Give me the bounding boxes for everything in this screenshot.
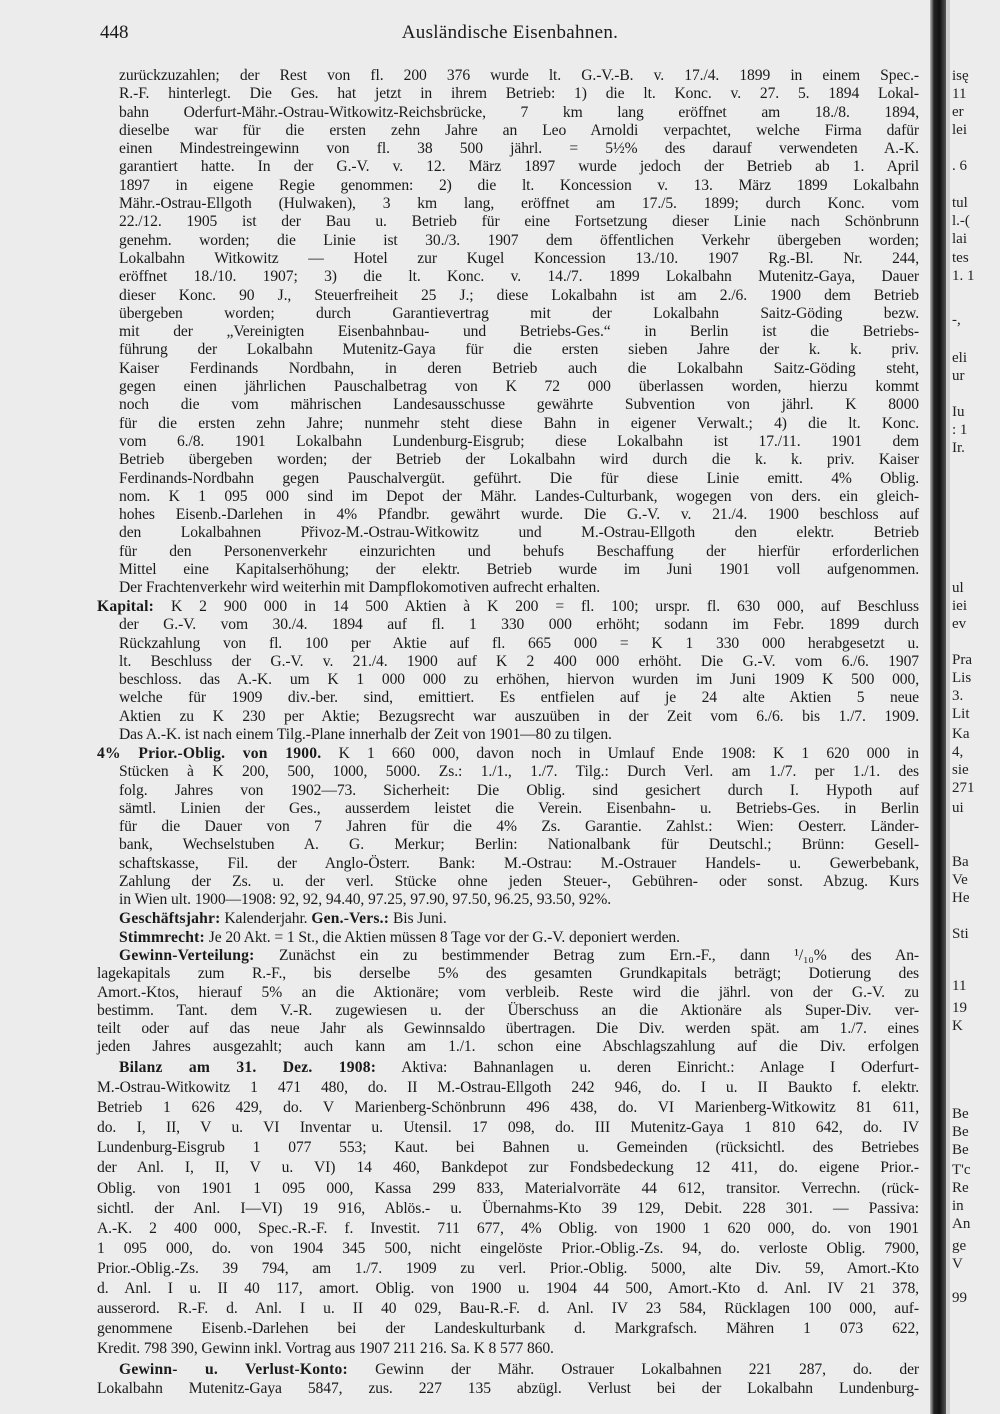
facing-page-fragment: 3.: [952, 688, 964, 704]
text-line: [97, 378, 919, 396]
text-line: [97, 122, 919, 140]
facing-page-fragment: er: [952, 104, 964, 120]
text-line: [97, 488, 919, 506]
line-text: vom 6./8. 1901 Lokalbahn Lundenburg-Eisgrub; diese Lokalbahn ist 17./11. 1901 dem: [119, 432, 919, 450]
text-line: [97, 323, 919, 341]
facing-page-fragment: Ve: [952, 872, 968, 888]
line-text: genommene Eisenb.-Darlehen bei der Landeskulturbank d. Markgrafsch. Mähren 1 073 622,: [97, 1320, 919, 1338]
line-text: übergeben worden; durch Garantievertrag mit der Lokalbahn Saitz-Göding bezw.: [119, 304, 919, 322]
line-text: folg. Jahres von 1902—73. Sicherheit: Die Oblig. sind gesichert durch I. Hypoth auf: [119, 781, 919, 799]
facing-page-fragment: ul: [952, 580, 964, 596]
text-line: [97, 984, 919, 1002]
facing-page-fragment: Lis: [952, 670, 972, 686]
text-line: [97, 1299, 919, 1319]
line-text: dieselbe war für die ersten zehn Jahre an Leo Arnoldi verpachtet, welche Firma dafür: [119, 121, 919, 139]
line-text: K 1 660 000, davon noch in Umlauf Ende 1908: K 1 620 000 in: [338, 745, 919, 762]
text-line: [97, 451, 919, 469]
facing-page-fragment: . 6: [952, 158, 967, 174]
section-stimmrecht: [97, 929, 919, 947]
line-text: der G.-V. vom 30./4. 1894 auf fl. 1 330 000 erhöht; sodann im Febr. 1899 durch: [119, 616, 919, 634]
text-line: [97, 910, 919, 928]
text-line: [97, 800, 919, 818]
text-line: [97, 1219, 919, 1239]
line-text: beschloss. das A.-K. um K 1 000 000 zu erhöhen, hiervon wurden im Juni 1909 K 500 000,: [119, 671, 919, 689]
facing-page-fragment: Iu: [952, 404, 965, 420]
text-line: [97, 1239, 919, 1259]
line-text: K 2 900 000 in 14 500 Aktien à K 200 = fl. 100; urspr. fl. 630 000, auf Beschluss: [171, 598, 919, 615]
section-heading: Gewinn-Verteilung:: [119, 947, 255, 964]
section-heading: Gen.-Vers.:: [311, 910, 390, 927]
line-text: führung der Lokalbahn Mutenitz-Gaya für die ersten sieben Jahre der k. k. priv.: [119, 341, 919, 359]
text-line: [97, 232, 919, 250]
line-text: Gewinn der Mähr. Ostrauer Lokalbahnen 221 287, do. der: [375, 1361, 919, 1378]
facing-page-fragment: K: [952, 1018, 963, 1034]
text-line: [97, 250, 919, 268]
line-text: teilt oder auf das neue Jahr als Gewinnsaldo übertragen. Die Div. werden spät. am 1./7. eines: [97, 1020, 919, 1038]
line-text: noch die vom mährischen Landesausschusse gewährte Subvention von jährl. K 8000: [119, 396, 919, 414]
line-text: eröffnet 18./10. 1907; 3) die lt. Konc. v. 14./7. 1899 Lokalbahn Mutenitz-Gaya, Dauer: [119, 268, 919, 286]
line-text: welche für 1909 div.-ber. sind, emittiert. Es entfielen auf je 24 alte Aktien 5 neue: [119, 689, 919, 707]
section-bilanz: [97, 1058, 919, 1359]
section-heading: Gewinn- u. Verlust-Konto:: [119, 1361, 348, 1378]
line-text: Mähr.-Ostrau-Ellgoth (Hulwaken), 3 km lang, eröffnet am 17./5. 1899; durch Konc. vom: [119, 195, 919, 213]
line-text: 1897 in eigene Regie genommen: 2) die lt. Koncession v. 13. März 1899 Lokalbahn: [119, 176, 919, 194]
text-line: [97, 1002, 919, 1020]
section-text: Bis Juni.: [392, 910, 447, 927]
text-line: [97, 1118, 919, 1138]
text-line: [97, 1379, 919, 1398]
page-number: 448: [100, 22, 129, 43]
line-text: dieser Konc. 90 J., Steuerfreiheit 25 J.; diese Lokalbahn ist am 2./6. 1900 dem Betrieb: [119, 286, 919, 304]
facing-page-fragment: -,: [952, 312, 961, 328]
facing-page-fragment: 271: [952, 780, 975, 796]
section-geschaeftsjahr: [97, 910, 919, 928]
line-text: einen Mindestreingewinn von fl. 38 500 jährl. = 5½% des darauf verwendeten A.-K.: [119, 140, 919, 158]
text-line: [97, 433, 919, 451]
text-line: [97, 929, 919, 947]
facing-page-fragment: : 1: [952, 422, 968, 438]
text-line: [97, 415, 919, 433]
facing-page-fragment: Be: [952, 1142, 969, 1158]
text-line: [97, 1098, 919, 1118]
line-text: sämtl. Linien der Ges., ausserdem leistet die Verein. Eisenbahn- u. Betriebs-Ges. in Berlin: [119, 799, 919, 817]
text-line: [97, 616, 919, 634]
facing-page-fragment: Ba: [952, 854, 969, 870]
section-kapital: [97, 598, 919, 744]
facing-page-fragment: tes: [952, 250, 969, 266]
text-line: [97, 1179, 919, 1199]
section-heading: 4% Prior.-Oblig. von 1900.: [97, 745, 322, 762]
line-text: Lundenburg-Eisgrub 1 077 553; Kaut. bei Bahnen u. Gemeinden (rücksichtl. des Betriebes: [97, 1139, 919, 1157]
text-line: [97, 1319, 919, 1339]
text-line: [97, 708, 919, 726]
line-text: A.-K. 2 400 000, Spec.-R.-F. f. Investit. 711 677, 4% Oblig. von 1900 1 620 000, do. von 1901: [97, 1219, 919, 1237]
section-heading: Stimmrecht:: [119, 929, 205, 946]
facing-page-fragment: Lit: [952, 706, 970, 722]
text-line: [97, 1259, 919, 1279]
text-line: [97, 1138, 919, 1158]
line-text: bank, Wechselstuben A. G. Merkur; Berlin: Nationalbank für Deutschl.; Brünn: Gesell-: [119, 836, 919, 854]
facing-page-fragment: Pra: [952, 652, 972, 668]
facing-page-fragment: 19: [952, 1000, 967, 1016]
facing-page-fragment: in: [952, 1198, 964, 1214]
text-line: [97, 1058, 919, 1078]
line-text: lagekapitals zum R.-F., bis derselbe 5% des gesamten Grundkapitals beträgt; Dotierung des: [97, 965, 919, 983]
text-line: [97, 579, 919, 597]
line-text: Betrieb übergeben worden; der Betrieb der Lokalbahn wird durch die k. k. priv. Kaiser: [119, 451, 919, 469]
text-line: [97, 140, 919, 158]
facing-page-fragment: sie: [952, 762, 969, 778]
line-text: Zahlung der Zs. u. der verl. Stücke ohne jeden Steuer-, Gebühren- oder sonst. Abzug. Kurs: [119, 873, 919, 891]
facing-page-fragment: ev: [952, 616, 967, 632]
facing-page-fragment: Re: [952, 1180, 969, 1196]
facing-page-fragment: Be: [952, 1124, 969, 1140]
text-line: [97, 689, 919, 707]
line-text: Kaiser Ferdinands Nordbahn, in deren Betrieb auch die Lokalbahn Saitz-Göding steht,: [119, 359, 919, 377]
text-line: [97, 1078, 919, 1098]
text-line: [97, 1279, 919, 1299]
section-heading: Kapital:: [97, 598, 155, 615]
text-line: [97, 396, 919, 414]
facing-page-edge: [946, 0, 950, 1414]
line-text: hohes Eisenb.-Darlehen in 4% Pfandbr. gewährt wurde. Die G.-V. v. 21./4. 1900 beschloss auf: [119, 506, 919, 524]
line-text: bahn Oderfurt-Mähr.-Ostrau-Witkowitz-Reichsbrücke, 7 km lang eröffnet am 18./8. 1894,: [119, 103, 919, 121]
section-prior: [97, 745, 919, 910]
text-line: [97, 763, 919, 781]
section-text: Kalenderjahr.: [224, 910, 308, 927]
text-line: [97, 745, 919, 763]
line-text: mit der „Vereinigten Eisenbahnbau- und Betriebs-Ges.“ in Berlin ist die Betriebs-: [119, 323, 919, 341]
line-text: für den Personenverkehr einzurichten und behufs Beschaffung der hierfür erforderlichen: [119, 542, 919, 560]
line-text: den Lokalbahnen Přivoz-M.-Ostrau-Witkowitz und M.-Ostrau-Ellgoth den elektr. Betrieb: [119, 524, 919, 542]
text-line: [97, 1038, 919, 1056]
line-text: genehm. worden; die Linie ist 30./3. 1907 dem öffentlichen Verkehr übergeben worden;: [119, 231, 919, 249]
text-line: [97, 598, 919, 616]
text-line: [97, 268, 919, 286]
text-line: [97, 891, 919, 909]
text-line: [97, 341, 919, 359]
line-text: gegen einen jährlichen Pauschalbetrag von K 72 000 überlassen worden, hierzu kommt: [119, 378, 919, 396]
line-text: Lokalbahn Witkowitz — Hotel zur Kugel Koncession 13./10. 1907 Rg.-Bl. Nr. 244,: [119, 249, 919, 267]
facing-page-fragment: ur: [952, 368, 965, 384]
line-text: Zunächst ein zu bestimmender Betrag zum Ern.-F., dann ¹/₁₀% des An-: [278, 947, 919, 964]
facing-page-fragment: Ka: [952, 726, 970, 742]
section-heading: Geschäftsjahr:: [119, 910, 221, 927]
text-line: [97, 543, 919, 561]
text-line: [97, 85, 919, 103]
facing-page-fragment: Sti: [952, 926, 969, 942]
line-text: ausserord. R.-F. d. Anl. I u. II 40 029, Bau-R.-F. d. Anl. IV 23 584, Rücklagen 100 000, auf-: [97, 1300, 919, 1318]
text-line: [97, 287, 919, 305]
line-text: 1 095 000, do. von 1904 345 500, nicht eingelöste Prior.-Oblig.-Zs. 94, do. verloste Oblig. 7900,: [97, 1239, 919, 1257]
facing-page-fragment: isę: [952, 68, 969, 84]
line-text: nom. K 1 095 000 sind im Depot der Mähr. Landes-Culturbank, wogegen von ders. ein gleich-: [119, 487, 919, 505]
text-line: [97, 965, 919, 983]
facing-page-fragment: An: [952, 1216, 971, 1232]
line-text: garantiert hatte. In der G.-V. v. 12. März 1897 wurde jedoch der Betrieb ab 1. April: [119, 158, 919, 176]
line-text: Aktiva: Bahnanlagen u. deren Einricht.: Anlage I Oderfurt-: [401, 1059, 919, 1076]
text-line: [97, 213, 919, 231]
line-text: Rückzahlung von fl. 100 per Aktie auf fl. 665 000 = K 1 330 000 herabgesetzt u.: [119, 634, 919, 652]
line-text: Betrieb 1 626 429, do. V Marienberg-Schönbrunn 496 438, do. VI Marienberg-Witkowitz 81 611,: [97, 1099, 919, 1117]
facing-page-fragment: 99: [952, 1290, 967, 1306]
line-text: Prior.-Oblig.-Zs. 39 794, am 1./7. 1909 zu verl. Prior.-Oblig. 5000, alte Div. 59, Amort.-Kto: [97, 1259, 919, 1277]
facing-page-fragment: lai: [952, 231, 967, 247]
text-line: [97, 360, 919, 378]
text-line: [97, 1158, 919, 1178]
line-text: schaftskasse, Fil. der Anglo-Österr. Bank: M.-Ostrau: M.-Ostrauer Handels- u. Gewerbebank,: [119, 854, 919, 872]
line-text: in Wien ult. 1900—1908: 92, 92, 94.40, 97.25, 97.90, 97.50, 96.25, 93.50, 92%.: [119, 891, 612, 909]
text-line: [97, 818, 919, 836]
line-text: bestimm. Tant. dem V.-R. zugewiesen u. der Überschuss an die Aktionäre als Super-Div. ver-: [97, 1001, 919, 1019]
facing-page-fragment: ui: [952, 800, 964, 816]
line-text: do. I, II, V u. VI Inventar u. Utensil. 17 098, do. III Mutenitz-Gaya 1 810 642, do. IV: [97, 1119, 919, 1137]
line-text: d. Anl. I u. II 40 117, amort. Oblig. von 1900 u. 1904 44 500, Amort.-Kto d. Anl. IV 21 378,: [97, 1280, 919, 1298]
line-text: M.-Ostrau-Witkowitz 1 471 480, do. II M.-Ostrau-Ellgoth 242 946, do. I u. II Baukto f. elektr.: [97, 1079, 919, 1097]
facing-page-fragment: T'c: [952, 1162, 971, 1178]
facing-page-fragment: ge: [952, 1238, 967, 1254]
text-line: [97, 1339, 919, 1359]
line-text: Mittel eine Kapitalserhöhung; der elektr. Betrieb wurde im Juni 1901 voll aufgenommen.: [119, 561, 919, 579]
line-text: jeden Jahres ausgezahlt; auch kann am 1./1. schon eine Abschlagszahlung auf die Div. erfolgen: [97, 1038, 919, 1056]
facing-page-fragment: 11: [952, 978, 967, 994]
text-line: [97, 104, 919, 122]
text-line: [97, 1199, 919, 1219]
section-intro: [97, 67, 919, 598]
facing-page-fragment: Be: [952, 1106, 969, 1122]
running-title: Ausländische Eisenbahnen.: [401, 22, 619, 43]
text-line: [97, 177, 919, 195]
text-line: [97, 470, 919, 488]
text-line: [97, 305, 919, 323]
line-text: Oblig. von 1901 1 095 000, Kassa 299 833, Materialvorräte 44 612, transitor. Verrechn. (rück-: [97, 1179, 919, 1197]
line-text: lt. Beschluss der G.-V. v. 21./4. 1900 auf K 2 400 000 erhöht. Die G.-V. vom 6./6. 1907: [119, 652, 919, 670]
text-line: [97, 947, 919, 965]
text-line: [97, 67, 919, 85]
line-text: für die Dauer von 7 Jahren für die 4% Zs. Garantie. Zahlst.: Wien: Oesterr. Länder-: [119, 818, 919, 836]
text-line: [97, 195, 919, 213]
facing-page-fragment: 11: [952, 86, 967, 102]
section-heading: Bilanz am 31. Dez. 1908:: [119, 1059, 377, 1076]
text-line: [97, 836, 919, 854]
line-text: Je 20 Akt. = 1 St., die Aktien müssen 8 Tage vor der G.-V. deponiert werden.: [208, 929, 680, 946]
line-text: Kredit. 798 390, Gewinn inkl. Vortrag aus 1907 211 216. Sa. K 8 577 860.: [97, 1340, 554, 1358]
facing-page-fragment: He: [952, 890, 970, 906]
facing-page-fragment: l.-(: [952, 213, 970, 229]
text-line: [97, 1020, 919, 1038]
line-text: Das A.-K. ist nach einem Tilg.-Plane innerhalb der Zeit von 1901—80 zu tilgen.: [119, 726, 612, 744]
section-gewinnverteilung: [97, 947, 919, 1057]
facing-page-fragment: V: [952, 1256, 963, 1272]
text-line: [97, 158, 919, 176]
line-text: sichtl. der Anl. I—VI) 19 916, Ablös.- u. Übernahms-Kto 39 129, Debit. 228 301. — Passiva:: [97, 1199, 919, 1217]
text-line: [97, 726, 919, 744]
line-text: Der Frachtenverkehr wird weiterhin mit Dampflokomotiven aufrecht erhalten.: [119, 579, 601, 597]
text-line: [97, 782, 919, 800]
text-line: [97, 873, 919, 891]
facing-page-fragment: tul: [952, 195, 968, 211]
text-line: [97, 635, 919, 653]
line-text: zurückzuzahlen; der Rest von fl. 200 376 wurde lt. G.-V.-B. v. 17./4. 1899 in einem Spec.-: [119, 67, 919, 84]
text-line: [97, 561, 919, 579]
line-text: Ferdinands-Nordbahn gegen Pauschalvergüt. geführt. Die für diese Linie emitt. 4% Oblig.: [119, 469, 919, 487]
line-text: Aktien zu K 230 per Aktie; Bezugsrecht war auszuüben in der Zeit vom 6./6. bis 1./7. 1909.: [119, 707, 919, 725]
text-line: [97, 1360, 919, 1379]
text-line: [97, 671, 919, 689]
text-line: [97, 524, 919, 542]
book-binding-shadow: [930, 0, 946, 1414]
line-text: Amort.-Ktos, hierauf 5% an die Aktionäre; vom verbleib. Reste wird die jährl. von der G.-V. zu: [97, 983, 919, 1001]
facing-page-fragment: lei: [952, 122, 967, 138]
facing-page-fragment: eli: [952, 350, 967, 366]
section-gv: [97, 1360, 919, 1398]
line-text: 22./12. 1905 ist der Bau u. Betrieb für eine Fortsetzung dieser Linie nach Schönbrunn: [119, 213, 919, 231]
line-text: Lokalbahn Mutenitz-Gaya 5847, zus. 227 135 abzügl. Verlust bei der Lokalbahn Lundenburg-: [97, 1380, 919, 1397]
line-text: R.-F. hinterlegt. Die Ges. hat jetzt in ihrem Betrieb: 1) die lt. Konc. v. 27. 5. 1894 Lokal-: [119, 85, 919, 103]
facing-page-fragment: 1. 1: [952, 268, 975, 284]
text-line: [97, 653, 919, 671]
facing-page-fragment: iei: [952, 598, 967, 614]
text-line: [97, 855, 919, 873]
facing-page-fragment: Ir.: [952, 440, 965, 456]
facing-page-fragment: 4,: [952, 744, 964, 760]
line-text: Stücken à K 200, 500, 1000, 5000. Zs.: 1./1., 1./7. Tilg.: Durch Verl. am 1./7. per 1./1. des: [119, 763, 919, 781]
line-text: für die ersten zehn Jahre; nunmehr steht diese Bahn in eigener Verwalt.; 4) die lt. Konc.: [119, 414, 919, 432]
line-text: der Anl. I, II, V u. VI) 14 460, Bankdepot zur Fondsbedeckung 12 411, do. eigene Prior.-: [97, 1159, 919, 1177]
text-line: [97, 506, 919, 524]
